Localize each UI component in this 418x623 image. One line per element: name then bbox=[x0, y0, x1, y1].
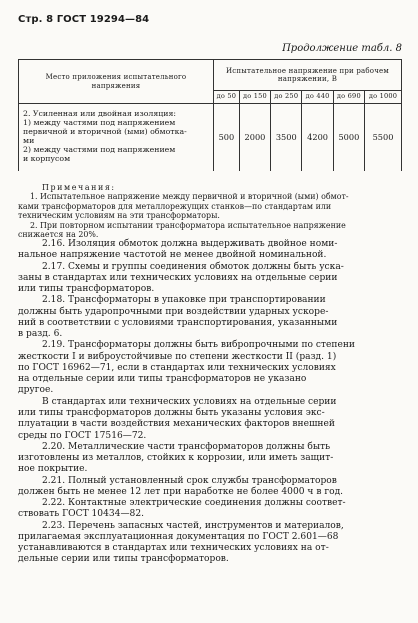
voltage-subheader: до 690 bbox=[333, 91, 364, 104]
voltage-value: 3500 bbox=[271, 104, 302, 172]
clause-line: заны в стандартах или технических условиях на отдельные серии bbox=[18, 272, 338, 283]
clause-line: должны быть ударопрочными при воздействии ударных ускоре- bbox=[18, 306, 329, 317]
column-header-voltage bbox=[214, 60, 402, 91]
table-notes bbox=[18, 183, 404, 240]
clause-line: ное покрытие. bbox=[18, 464, 88, 475]
clause-line: 2.19. Трансформаторы должны быть вибропрочными по степени bbox=[42, 340, 355, 351]
clause-line: 2.22. Контактные электрические соединения должны соответ- bbox=[42, 498, 346, 509]
clause-line: 2.16. Изоляция обмоток должна выдерживать двойное номи- bbox=[42, 239, 338, 249]
clause-line: 2.23. Перечень запасных частей, инструментов и материалов, bbox=[42, 520, 344, 531]
row-text-line: 2. Усиленная или двойная изоляция: bbox=[23, 109, 177, 118]
column-header-place-line: Место приложения испытательного bbox=[45, 73, 187, 82]
column-header-voltage-line: напряжении, В bbox=[277, 75, 338, 83]
column-header-voltage-line: Испытательное напряжение при рабочем bbox=[225, 66, 390, 75]
clause-line: ствовать ГОСТ 10434—82. bbox=[18, 509, 145, 520]
clause-line: или типы трансформаторов должны быть указаны условия экс- bbox=[18, 407, 325, 418]
row-text-line: 1) между частями под напряжением bbox=[23, 118, 176, 128]
table-row bbox=[19, 104, 402, 172]
voltage-value: 2000 bbox=[239, 104, 270, 172]
page-header: Стр. 8 ГОСТ 19294—84 bbox=[18, 14, 150, 25]
voltage-value: 5500 bbox=[365, 104, 402, 172]
voltage-value: 5000 bbox=[333, 104, 364, 172]
clause-line: 2.18. Трансформаторы в упаковке при транспортировании bbox=[42, 295, 326, 306]
note-line: ками трансформаторов для металлорежущих станков—по стандартам или bbox=[18, 201, 332, 211]
clause-line: 2.17. Схемы и группы соединения обмоток должны быть уска- bbox=[42, 261, 344, 272]
body-text bbox=[18, 239, 406, 566]
note-line: 2. При повторном испытании трансформатора испытательное напряжение bbox=[30, 220, 346, 230]
clause-line: на отдельные серии или типы трансформаторов не указано bbox=[18, 374, 307, 385]
voltage-subheader: до 50 bbox=[214, 91, 240, 104]
note-line: 1. Испытательное напряжение между первичной и вторичной (ыми) обмот- bbox=[30, 192, 349, 202]
voltage-subheader: до 1000 bbox=[365, 91, 402, 104]
clause-line: В стандартах или технических условиях на отдельные серии bbox=[42, 396, 337, 407]
row-text-line: ми bbox=[23, 136, 35, 146]
clause-line: дельные серии или типы трансформаторов. bbox=[18, 554, 229, 565]
clause-line: плуатации в части воздействия механических факторов внешней bbox=[18, 419, 335, 430]
voltage-subheader: до 150 bbox=[239, 91, 270, 104]
clause-line: по ГОСТ 16962—71, если в стандартах или технических условиях bbox=[18, 362, 336, 373]
clause-line: среды по ГОСТ 17516—72. bbox=[18, 430, 147, 441]
clause-line: нальное напряжение частотой не менее двойной номинальной. bbox=[18, 250, 327, 261]
notes-title: Примечания: bbox=[42, 183, 116, 192]
clause-line: должен быть не менее 12 лет при наработке не более 4000 ч в год. bbox=[18, 486, 344, 497]
voltage-value: 500 bbox=[214, 104, 240, 172]
clause-line: другое. bbox=[18, 385, 54, 396]
column-header-place-line: напряжения bbox=[91, 81, 141, 90]
clause-line: ний в соответствии с условиями транспортирования, указанными bbox=[18, 317, 338, 328]
voltage-value: 4200 bbox=[302, 104, 333, 172]
note-line: техническим условиям на эти трансформаторы. bbox=[18, 211, 220, 221]
clause-line: в разд. 6. bbox=[18, 329, 63, 340]
voltage-subheader: до 250 bbox=[271, 91, 302, 104]
clause-line: 2.20. Металлические части трансформаторов должны быть bbox=[42, 441, 331, 452]
column-header-place bbox=[19, 60, 214, 104]
clause-line: устанавливаются в стандартах или технических условиях на от- bbox=[18, 543, 329, 554]
clause-line: жесткости I и виброустойчивые по степени жесткости II (разд. 1) bbox=[18, 351, 337, 362]
row-text-line: первичной и вторичной (ыми) обмотка- bbox=[23, 127, 187, 137]
voltage-subheader: до 440 bbox=[302, 91, 333, 104]
row-text-line: 2) между частями под напряжением bbox=[23, 145, 176, 155]
clause-line: изготовлены из металлов, стойких к коррозии, или иметь защит- bbox=[18, 453, 334, 464]
clause-line: 2.21. Полный установленный срок службы трансформаторов bbox=[42, 475, 337, 486]
clause-line: прилагаемая эксплуатационная документация по ГОСТ 2.601—68 bbox=[18, 531, 339, 542]
clause-line: или типы трансформаторов. bbox=[18, 284, 155, 295]
row-description bbox=[19, 104, 214, 172]
note-line: снижается на 20%. bbox=[18, 230, 99, 240]
table-continuation-label: Продолжение табл. 8 bbox=[282, 43, 402, 54]
test-voltage-table bbox=[18, 59, 402, 171]
row-text-line: и корпусом bbox=[23, 154, 71, 164]
